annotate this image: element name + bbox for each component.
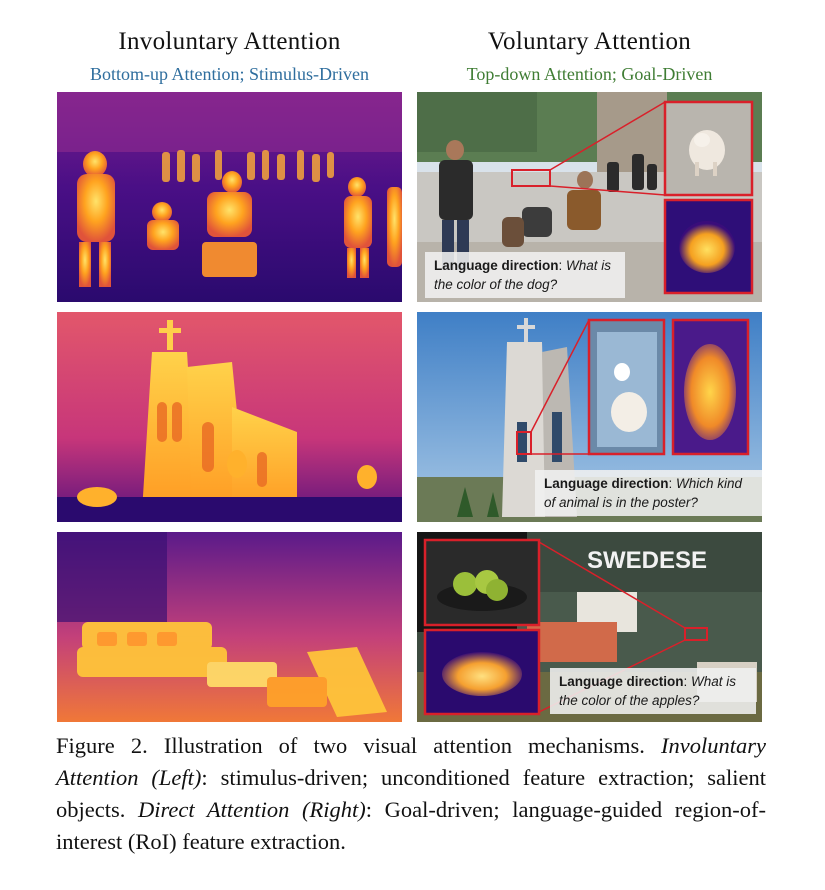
room-heatmap-image: [57, 532, 402, 722]
room-photo-image: [417, 532, 762, 722]
language-question-2: Which kind of animal is in the poster?: [544, 476, 743, 510]
left-column-title: Involuntary Attention: [118, 28, 341, 55]
language-direction-label-1: Language direction: [434, 258, 559, 273]
church-photo-image: [417, 312, 762, 522]
left-column-subtitle: Bottom-up Attention; Stimulus-Driven: [90, 64, 369, 84]
language-direction-box-2: Language direction: Which kind of animal is in the poster?: [535, 470, 762, 516]
language-question-1: What is the color of the dog?: [434, 258, 612, 292]
caption-text-3: : Goal-driven; language-guided region-of-interest (RoI) feature extraction.: [56, 797, 766, 854]
caption-left-term: Involuntary Attention (Left): [56, 733, 767, 790]
language-direction-box-3: Language direction: What is the color of the apples?: [550, 668, 756, 714]
language-direction-label-3: Language direction: [559, 674, 684, 689]
language-direction-box-1: Language direction: What is the color of the dog?: [425, 252, 625, 298]
crowd-heatmap-image: [57, 92, 402, 302]
caption-text-1: Illustration of two visual attention mechanisms.: [163, 733, 645, 758]
right-column-title: Voluntary Attention: [487, 28, 692, 55]
language-direction-label-2: Language direction: [544, 476, 669, 491]
caption-text-2: : stimulus-driven; unconditioned feature extraction; salient objects.: [56, 765, 766, 822]
figure-caption: [56, 730, 766, 858]
crowd-photo-image: [417, 92, 762, 302]
swedese-sign: SWEDESE: [586, 547, 708, 574]
language-question-3: What is the color of the apples?: [559, 674, 737, 708]
figure-label: Figure 2.: [56, 733, 148, 758]
church-heatmap-image: [57, 312, 402, 522]
caption-right-term: Direct Attention (Right): [138, 797, 366, 822]
right-column-subtitle: Top-down Attention; Goal-Driven: [466, 64, 713, 84]
